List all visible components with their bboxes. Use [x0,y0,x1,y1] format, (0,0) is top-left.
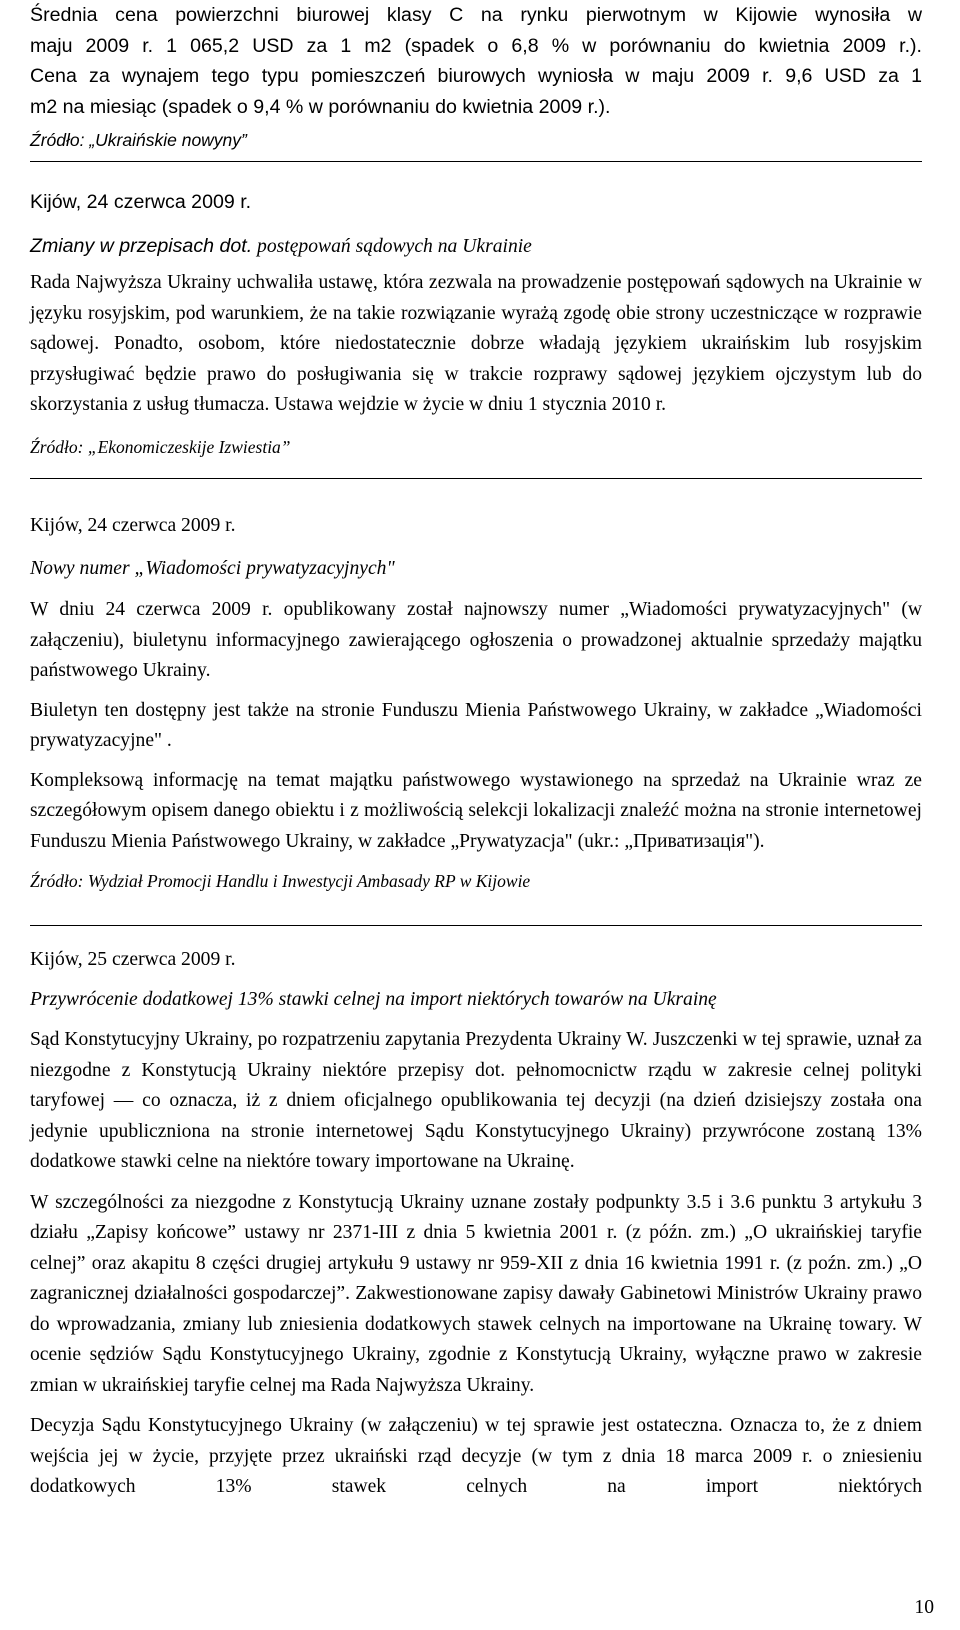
court-language-paragraph: Rada Najwyższa Ukrainy uchwaliła ustawę, która zezwala na prowadzenie postępowań sądowych na Ukrainie w języku rosyjskim, pod warunkiem, że na takie rozwiązanie wyrażą zgodę obie strony uczestniczące w rozprawie sądowej. Ponadto, osobom, które niedostatecznie dobrze władają językiem ukraińskim lub rosyjskim przysługiwać będzie prawo do posługiwania się w trakcie rozprawy sądowej językiem ojczystym lub do skorzystania z usług tłumacza. Ustawa wejdzie w życie w dniu 1 stycznia 2010 r. [30,272,922,415]
customs-duty-paragraph-3: Decyzja Sądu Konstytucyjnego Ukrainy (w załączeniu) w tej sprawie jest ostateczna. Oznacza to, że z dniem wejścia jej w życie, przyjęte przez ukraiński rząd decyzje (w tym z dnia 18 marca 2009 r. o zniesieniu dodatkowych 13% stawek celnych na import niektórych [30,1415,922,1497]
court-language-title-part2: postępowań sądowych na Ukrainie [252,236,532,257]
news-item-customs-duty [30,945,922,1503]
separator-rule-2 [30,478,922,479]
office-prices-source: Źródło: „Ukraińskie nowyny” [30,130,247,150]
page-number: 10 [914,1597,934,1618]
news-item-privatization-bulletin [30,511,922,893]
bulletin-paragraph-2: Biuletyn ten dostępny jest także na stronie Funduszu Mienia Państwowego Ukrainy, w zakładce „Wiadomości prywatyzacyjne" . [30,699,922,751]
customs-duty-paragraph-1: Sąd Konstytucyjny Ukrainy, po rozpatrzeniu zapytania Prezydenta Ukrainy W. Juszczenki w tej sprawie, uznał za niezgodne z Konstytucją Ukrainy niektóre przepisy dot. pełnomocnictw rządu w zakresie celnej polityki taryfowej — co oznacza, iż z dniem oficjalnego opublikowania tej decyzji (na dzień dzisiejszy została ona jedynie upubliczniona na stronie internetowej Sądu Konstytucyjnego Ukrainy) przywrócone zostaną 13% dodatkowe stawki celne na niektóre towary importowane na Ukrainę. [30,1029,922,1172]
court-language-title-part1: Zmiany w przepisach dot. [30,235,253,257]
customs-duty-title: Przywrócenie dodatkowej 13% stawki celnej na import niektórych towarów na Ukrainę [30,989,717,1010]
court-language-title [30,231,922,262]
office-prices-line-1: Średnia cena powierzchni biurowej klasy C na rynku pierwotnym w Kijowie wynosiła w [30,4,922,26]
news-item-office-prices [30,0,922,152]
office-prices-line-2: maju 2009 r. 1 065,2 USD za 1 m2 (spadek o 6,8 % w porównaniu do kwietnia 2009 r.). [30,34,922,57]
customs-duty-date: Kijów, 25 czerwca 2009 r. [30,949,236,970]
news-item-court-language [30,187,922,459]
separator-rule-1 [30,161,922,162]
separator-rule-3 [30,925,922,926]
bulletin-paragraph-3: Kompleksową informację na temat majątku państwowego wystawionego na sprzedaż na Ukrainie wraz ze szczegółowym opisem danego obiektu i z możliwością selekcji lokalizacji znaleźć można na stronie internetowej Funduszu Mienia Państwowego Ukrainy, w zakładce „Prywatyzacja" (ukr.: „Приватизація"). [30,769,922,852]
office-prices-line-4: m2 na miesiąc (spadek o 9,4 % w porównaniu do kwietnia 2009 r.). [30,95,611,118]
court-language-source: Źródło: „Ekonomiczeskije Izwiestia” [30,436,291,457]
bulletin-title: Nowy numer „Wiadomości prywatyzacyjnych" [30,558,395,579]
bulletin-source: Źródło: Wydział Promocji Handlu i Inwestycji Ambasady RP w Kijowie [30,871,531,891]
office-prices-line-3: Cena za wynajem tego typu pomieszczeń biurowych wyniosła w maju 2009 r. 9,6 USD za 1 [30,65,922,87]
customs-duty-paragraph-2: W szczególności za niezgodne z Konstytucją Ukrainy uznane zostały podpunkty 3.5 i 3.6 punktu 3 artykułu 3 działu „Zapisy końcowe” ustawy nr 2371-III z dnia 5 kwietnia 2001 r. (z późn. zm.) „O ukraińskiej taryfie celnej” oraz akapitu 8 części drugiej artykułu 9 ustawy nr 959-XII z dnia 16 kwietnia 1991 r. (z poźn. zm.) „O zagranicznej działalności gospodarczej”. Zakwestionowane zapisy dawały Gabinetowi Ministrów Ukrainy prawo do wprowadzania, zmiany lub zniesienia dodatkowych stawek celnych na importowane na Ukrainę towary. W ocenie sędziów Sądu Konstytucyjnego Ukrainy, zgodnie z Konstytucją Ukrainy, wyłączne prawo w zakresie zmian w ukraińskiej taryfie celnej ma Rada Najwyższa Ukrainy. [30,1191,922,1396]
bulletin-paragraph-1: W dniu 24 czerwca 2009 r. opublikowany został najnowszy numer „Wiadomości prywatyzacyjnych" (w załączeniu), biuletynu informacyjnego zawierającego ogłoszenia o prowadzonej aktualnie sprzedaży majątku państwowego Ukrainy. [30,599,922,681]
bulletin-date: Kijów, 24 czerwca 2009 r. [30,515,236,536]
court-language-date: Kijów, 24 czerwca 2009 r. [30,191,252,213]
